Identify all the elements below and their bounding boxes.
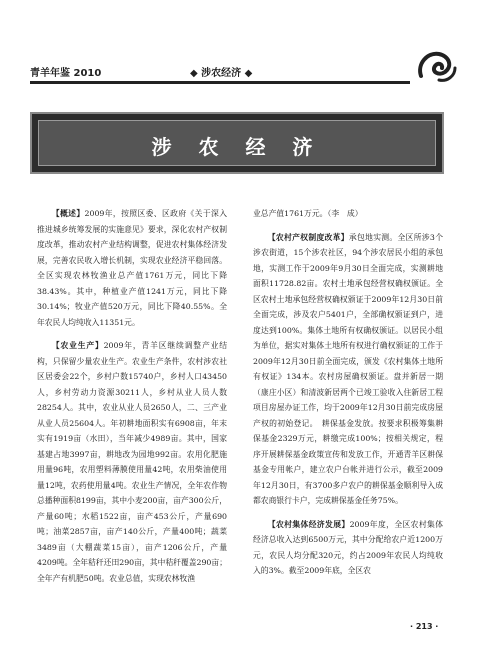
header-rule (30, 81, 410, 84)
section-heading: 【农村产权制度改革】 (267, 232, 349, 242)
banner-inner (38, 120, 436, 166)
chapter-banner (30, 112, 444, 174)
paragraph-text: 2009年，青羊区继续调整产业结构，只保留少量农业生产。农业生产条件，农村涉农社区居委会22个，乡村户数15740户，乡村人口43450人，乡村劳动力资源30211人，乡村从业人员人数28254人。其中，农业从业人员2650人，二、三产业从业人员25604人。年初耕地面积实有6908亩，年末实有1919亩（水田），当年减少4989亩。其中，国家基建占地3997亩，耕地改为园地992亩。农用化肥施用量96吨，农用塑料薄膜使用量42吨，农用柴油使用量12吨，农药使用量4吨。农业生产情况，全年农作物总播种面积8199亩，其中小麦200亩，亩产300公斤，产量60吨；水稻1522亩，亩产453公斤，产量690吨；油菜2857亩，亩产140公斤，产量400吨；蔬菜3489亩（大棚蔬菜15亩），亩产1206公斤，产量4209吨。全年秸秆还田290亩，其中秸秆覆盖290亩；全年产有机肥50吨。农业总值，实现农林牧渔 (37, 341, 227, 583)
page-number: · 213 · (410, 622, 439, 631)
paragraph-text: 2009年度，全区农村集体经济总收入达到6500万元，其中分配给农户近1200万元，农民人均分配320元，约占2009年农民人均纯收入的3%。截至2009年底，全区农 (253, 519, 444, 575)
paragraph-agriculture (37, 338, 227, 586)
right-column (253, 206, 443, 579)
swirl-logo-icon (413, 46, 459, 86)
paragraph-text: 2009年，按照区委、区政府《关于深入推进城乡统筹发展的实施意见》要求，深化农村产权制度改革，推动农村产业结构调整，促进农村集体经济发展，完善农民收入增长机制，实现农业经济平稳回落。全区实现农林牧渔业总产值1761万元，同比下降38.43%。其中，种植业产值1241万元，同比下降30.14%；牧业产值520万元，同比下降40.55%。全年农民人均纯收入11351元。 (37, 209, 228, 327)
section-heading: 【农业生产】 (51, 341, 104, 350)
paragraph-continued: 业总产值1761万元。（李 成） (253, 209, 363, 218)
chapter-title: 涉 农 经 济 (151, 135, 323, 159)
section-heading: 【农村集体经济发展】 (267, 519, 350, 529)
paragraph-collective-economy (253, 517, 443, 579)
paragraph-text: 承包地实测。全区所涉3个涉农街道，15个涉农社区，94个涉农居民小组的承包地，实测工作于2009年9月30日全面完成，实测耕地面积11728.82亩。农村土地承包经营权确权颁证。全区农村土地承包经营权确权颁证于2009年12月30日前全面完成，涉及农户5401户，全部确权颁证到户，进度达到100%。集体土地所有权确权颁证。以居民小组为单位，据实对集体土地所有权进行确权颁证的工作于2009年12月30日前全面完成，颁发《农村集体土地所有权证》134本。农村房屋确权颁证。盘并新居一期（康庄小区）和清波新居两个已竣工验收入住新居工程项目房屋办证工作，均于2009年12月30日前完成房屋产权的初始登记。 耕保基金发放。按要求积极筹集耕保基金2329万元，耕缴完成100%；按相关规定，程序开展耕保基金政策宣传和发放工作，开通青羊区耕保基金专用帐户，建立农户台帐并进行公示，截至2009年12月30日，有3700多户农户的耕保基金顺利导入成都农商银行卡户，完成耕保基金任务75%。 (253, 232, 443, 505)
paragraph-overview (37, 206, 227, 330)
page-header (0, 0, 480, 100)
left-column (37, 206, 227, 586)
paragraph-property-reform (253, 230, 443, 509)
section-marker: ◆ 涉农经济 ◆ (190, 68, 253, 79)
section-heading: 【概述】 (51, 209, 85, 218)
book-title: 青羊年鉴 2010 (30, 68, 102, 79)
